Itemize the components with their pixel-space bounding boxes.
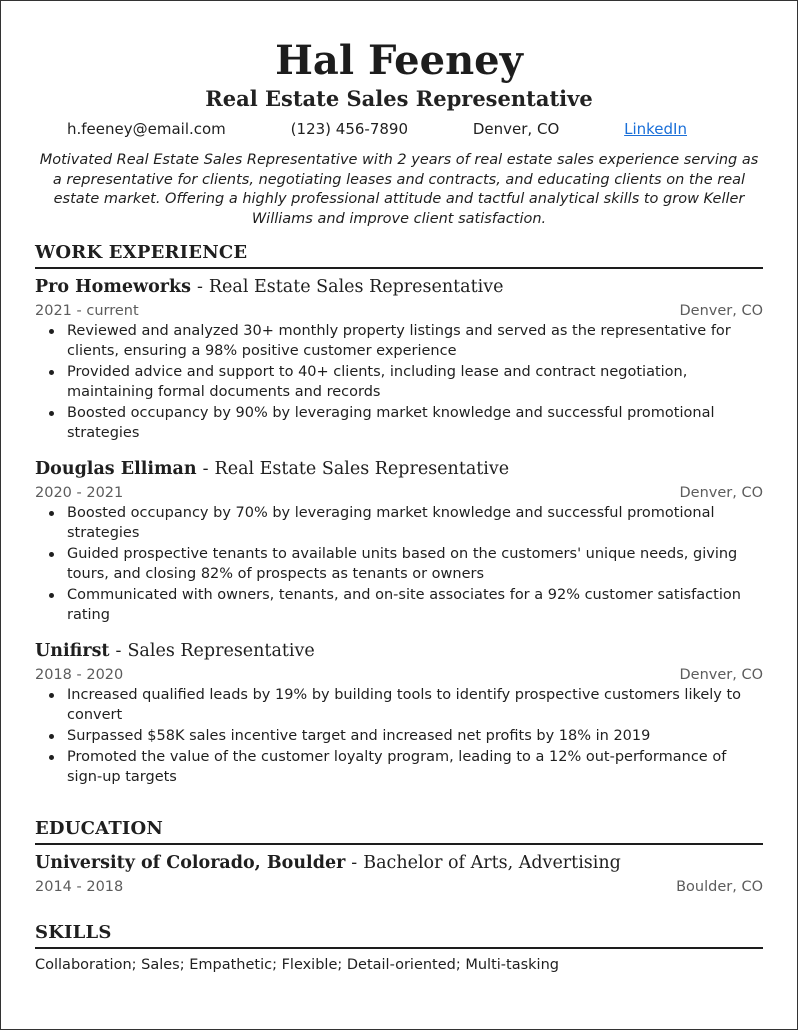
education-dates: 2014 - 2018 [35, 879, 124, 895]
education-location: Boulder, CO [676, 879, 763, 895]
bullet-item: Increased qualified leads by 19% by building tools to identify prospective customers likely to convert [67, 685, 763, 725]
bullet-item: Reviewed and analyzed 30+ monthly property listings and served as the representative for clients, ensuring a 98% positive customer experience [67, 321, 763, 361]
bullet-item: Guided prospective tenants to available units based on the customers' unique needs, giving tours, and closing 82% of prospects as tenants or owners [67, 544, 763, 584]
job-role: Sales Representative [127, 641, 315, 661]
skills-list: Collaboration; Sales; Empathetic; Flexible; Detail-oriented; Multi-tasking [35, 957, 559, 973]
degree-text: Bachelor of Arts, Advertising [363, 853, 621, 873]
job-entry [35, 639, 763, 787]
job-role: Real Estate Sales Representative [214, 459, 510, 479]
separator: - [202, 459, 209, 479]
summary-paragraph: Motivated Real Estate Sales Representative with 2 years of real estate sales experience serving as a representative for clients, negotiating leases and contracts, and educating clients on the real estate market. Offering a highly professional attitude and tactful analytical skills to grow Keller Williams and improve client satisfaction. [39, 152, 759, 227]
separator: - [351, 853, 358, 873]
bullet-item: Provided advice and support to 40+ clients, including lease and contract negotiation, maintaining formal documents and records [67, 362, 763, 402]
location-text: Denver, CO [472, 120, 560, 138]
company-name: Pro Homeworks [35, 277, 191, 297]
job-role: Real Estate Sales Representative [208, 277, 504, 297]
job-bullets [35, 685, 763, 787]
candidate-name: Hal Feeney [275, 37, 523, 84]
bullet-item: Surpassed $58K sales incentive target and increased net profits by 18% in 2019 [67, 726, 763, 746]
work-experience-heading: WORK EXPERIENCE [35, 241, 763, 269]
email-text: h.feeney@email.com [67, 120, 226, 138]
job-dates: 2020 - 2021 [35, 485, 124, 501]
job-dates: 2018 - 2020 [35, 667, 124, 683]
phone-text: (123) 456-7890 [290, 120, 408, 138]
bullet-item: Promoted the value of the customer loyalty program, leading to a 12% out-performance of sign-up targets [67, 747, 763, 787]
job-meta [35, 301, 763, 321]
bullet-item: Boosted occupancy by 90% by leveraging market knowledge and successful promotional strategies [67, 403, 763, 443]
linkedin-link[interactable]: LinkedIn [624, 120, 687, 138]
job-header [35, 275, 763, 299]
education-heading: EDUCATION [35, 817, 763, 845]
bullet-item: Communicated with owners, tenants, and on-site associates for a 92% customer satisfaction rating [67, 585, 763, 625]
separator: - [196, 277, 203, 297]
job-header [35, 639, 763, 663]
job-location: Denver, CO [679, 667, 763, 683]
job-bullets [35, 503, 763, 625]
education-meta [35, 877, 763, 897]
job-bullets [35, 321, 763, 443]
job-location: Denver, CO [679, 303, 763, 319]
job-dates: 2021 - current [35, 303, 139, 319]
job-entry [35, 457, 763, 625]
resume-content [35, 1, 763, 975]
job-header [35, 457, 763, 481]
job-entry [35, 275, 763, 443]
job-location: Denver, CO [679, 485, 763, 501]
bullet-item: Boosted occupancy by 70% by leveraging market knowledge and successful promotional strategies [67, 503, 763, 543]
skills-heading: SKILLS [35, 921, 763, 949]
separator: - [115, 641, 122, 661]
job-meta [35, 665, 763, 685]
contact-row [35, 119, 763, 139]
company-name: Unifirst [35, 641, 110, 661]
candidate-title: Real Estate Sales Representative [205, 86, 593, 111]
school-name: University of Colorado, Boulder [35, 853, 346, 873]
education-header [35, 851, 763, 875]
job-meta [35, 483, 763, 503]
company-name: Douglas Elliman [35, 459, 197, 479]
